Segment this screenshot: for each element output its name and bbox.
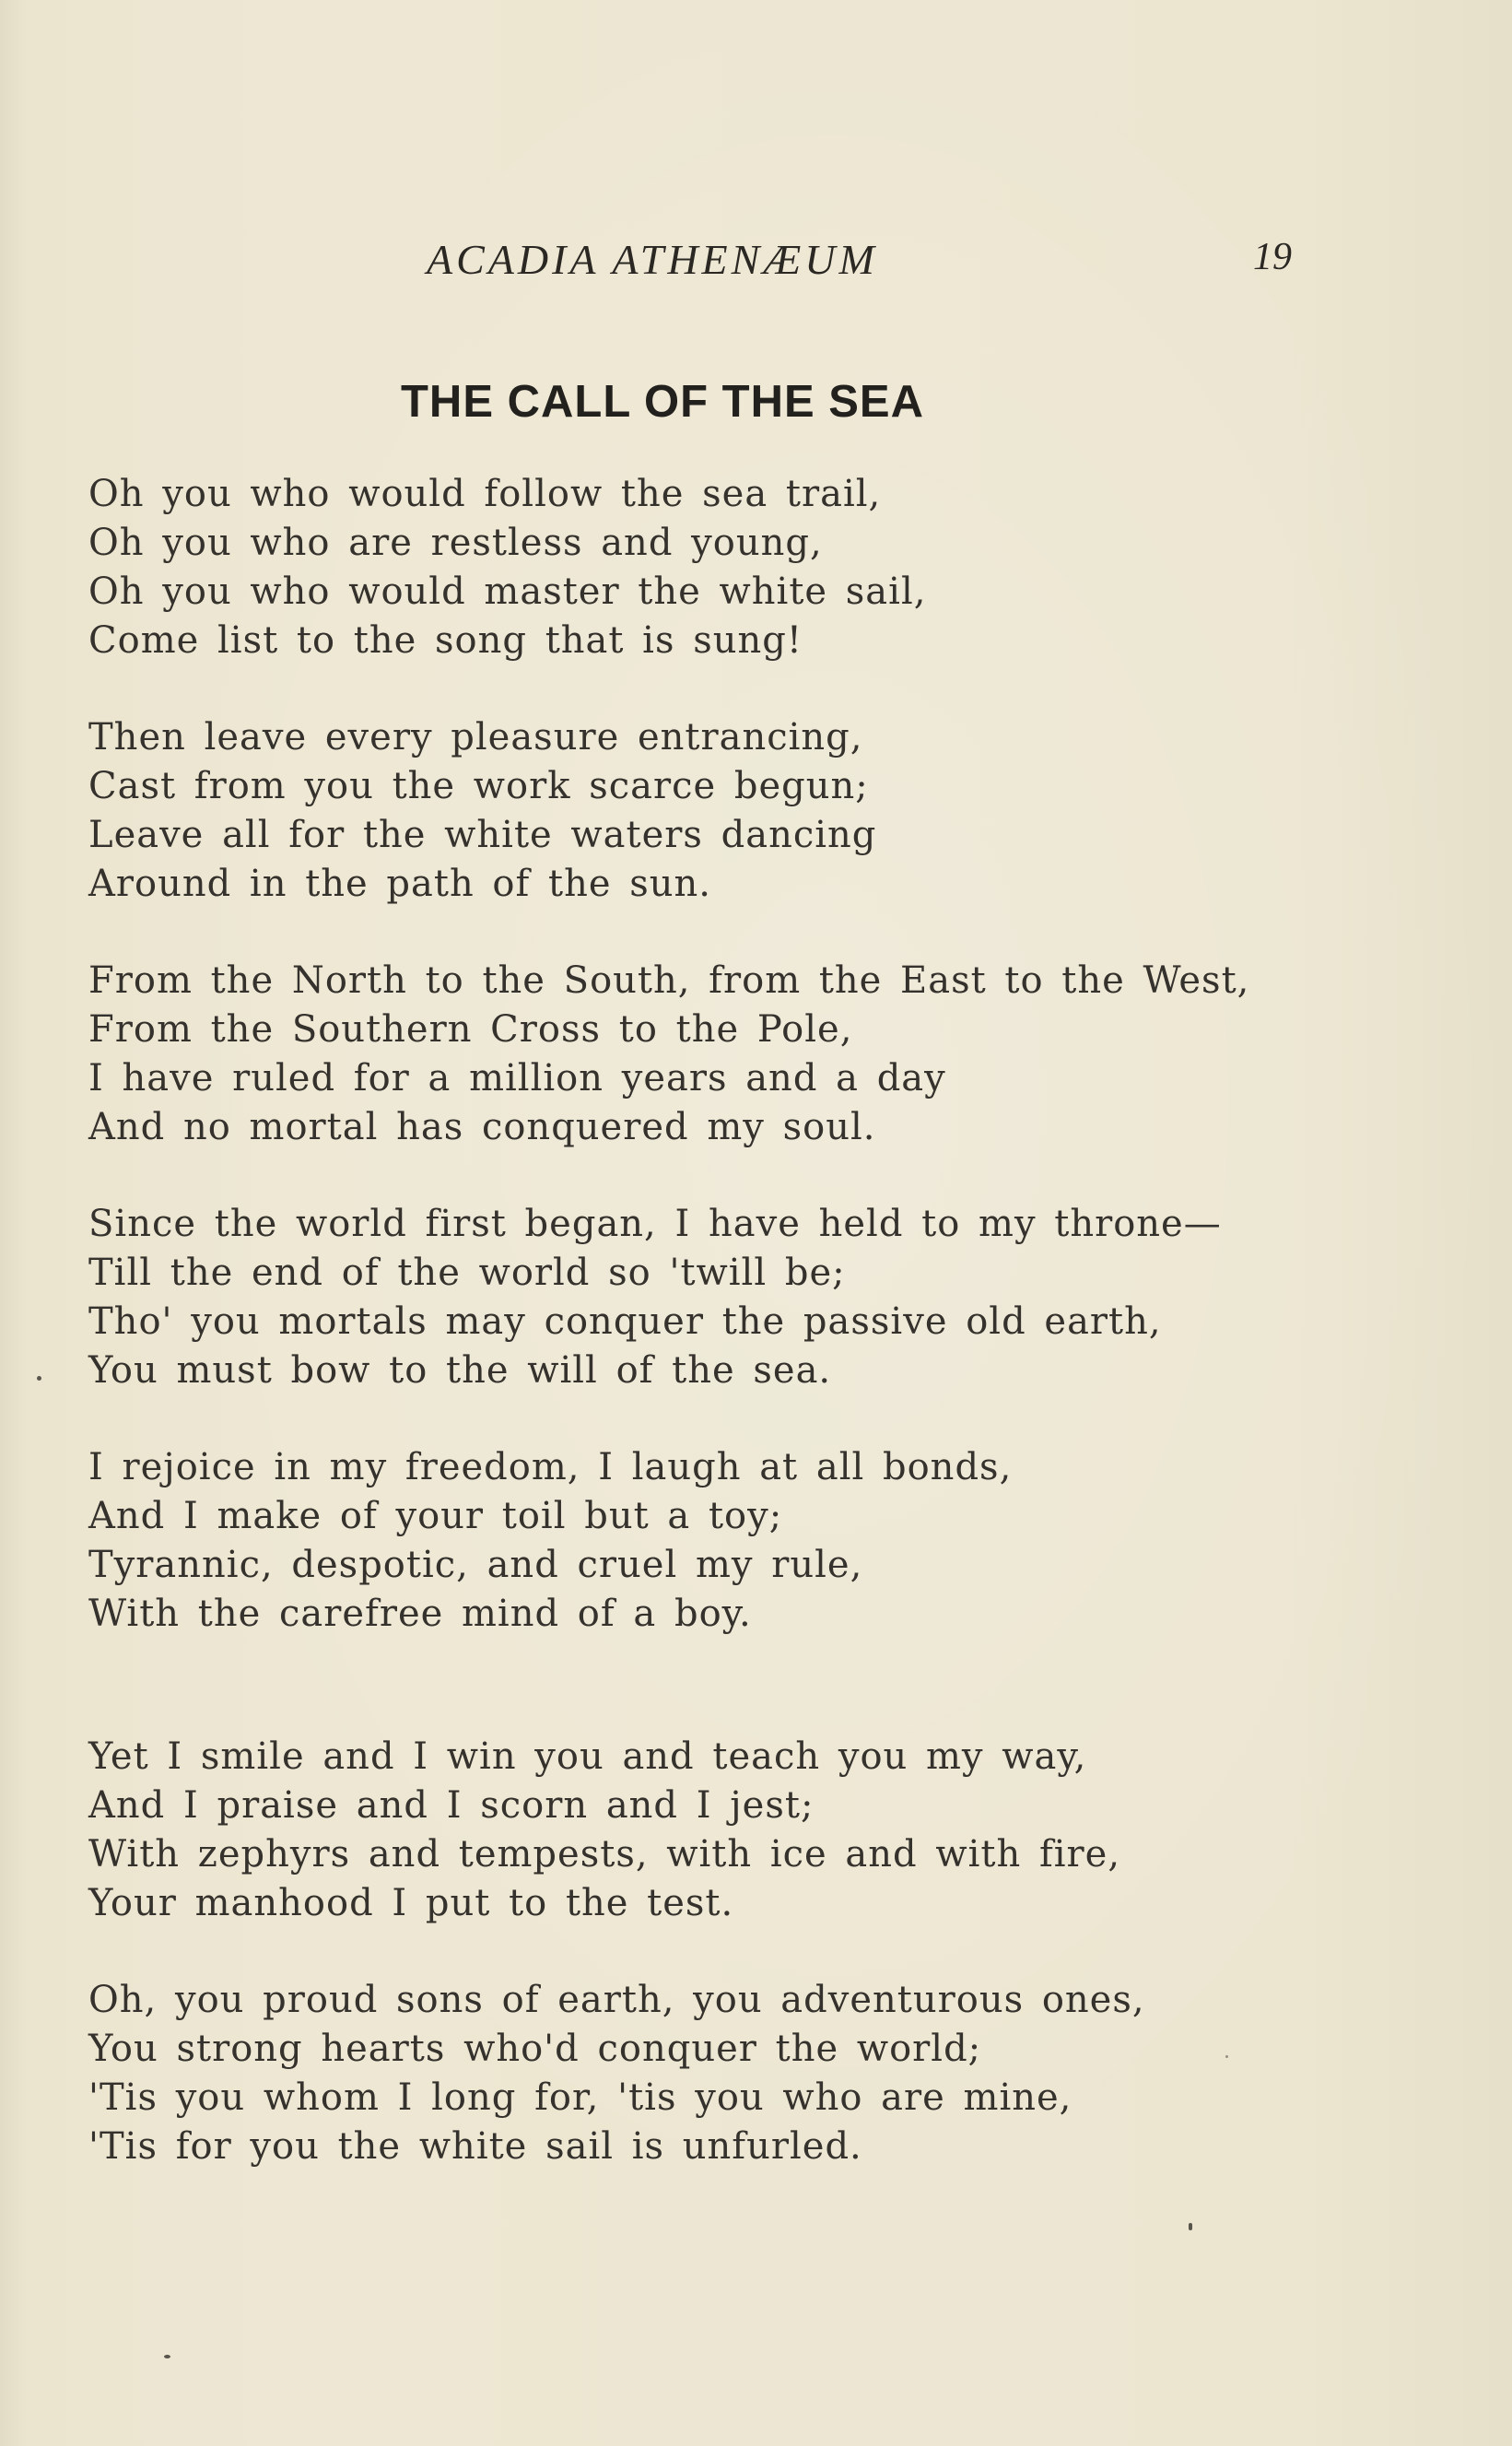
poem-line: Oh you who would master the white sail,: [88, 570, 927, 613]
poem-line: Then leave every pleasure entrancing,: [88, 716, 863, 758]
poem-title: THE CALL OF THE SEA: [401, 377, 925, 427]
poem-line: Tyrannic, despotic, and cruel my rule,: [88, 1544, 863, 1586]
poem-line: Oh you who are restless and young,: [88, 522, 823, 564]
poem-line: 'Tis you whom I long for, 'tis you who are mine,: [88, 2076, 1072, 2119]
poem-line: From the North to the South, from the East to the West,: [88, 959, 1250, 1002]
stanza-2: [88, 713, 1323, 909]
poem-line: I rejoice in my freedom, I laugh at all bonds,: [88, 1446, 1013, 1488]
poem-line: Come list to the song that is sung!: [88, 619, 803, 662]
poem-line: With zephyrs and tempests, with ice and with fire,: [88, 1833, 1121, 1876]
poem-line: Oh you who would follow the sea trail,: [88, 473, 882, 515]
poem-line: Cast from you the work scarce begun;: [88, 765, 869, 807]
poem-line: From the Southern Cross to the Pole,: [88, 1008, 853, 1051]
running-header: [0, 235, 1512, 290]
stanza-4: [88, 1200, 1323, 1395]
poem-body: [88, 470, 1323, 2219]
stanza-1: [88, 470, 1323, 665]
poem-line: Your manhood I put to the test.: [88, 1882, 734, 1924]
poem-line: And I make of your toil but a toy;: [88, 1495, 783, 1537]
ink-speck: [37, 1376, 41, 1381]
stanza-3: [88, 957, 1323, 1152]
poem-line: And no mortal has conquered my soul.: [88, 1106, 876, 1148]
poem-line: You must bow to the will of the sea.: [88, 1349, 832, 1392]
poem-line: 'Tis for you the white sail is unfurled.: [88, 2125, 862, 2168]
poem-line: Since the world first began, I have held to my throne—: [88, 1203, 1222, 1245]
ink-speck: [164, 2355, 170, 2358]
poem-line: I have ruled for a million years and a day: [88, 1057, 946, 1100]
stanza-5: [88, 1443, 1323, 1639]
poem-line: Till the end of the world so 'twill be;: [88, 1252, 846, 1294]
poem-line: Oh, you proud sons of earth, you adventurous ones,: [88, 1979, 1145, 2021]
poem-line: You strong hearts who'd conquer the world;: [88, 2028, 982, 2070]
page-number: 19: [1253, 236, 1292, 278]
stanza-6: [88, 1733, 1323, 1928]
poem-line: Yet I smile and I win you and teach you my way,: [88, 1735, 1087, 1778]
poem-line: Leave all for the white waters dancing: [88, 814, 877, 856]
poem-line: And I praise and I scorn and I jest;: [88, 1784, 815, 1827]
poem-line: Tho' you mortals may conquer the passive old earth,: [88, 1300, 1162, 1343]
poem-line: Around in the path of the sun.: [88, 863, 712, 905]
running-title: ACADIA ATHENÆUM: [427, 236, 878, 283]
ink-speck: [1189, 2223, 1192, 2230]
stanza-7: [88, 1976, 1323, 2171]
ink-speck: [1225, 2055, 1228, 2058]
poem-line: With the carefree mind of a boy.: [88, 1593, 752, 1635]
